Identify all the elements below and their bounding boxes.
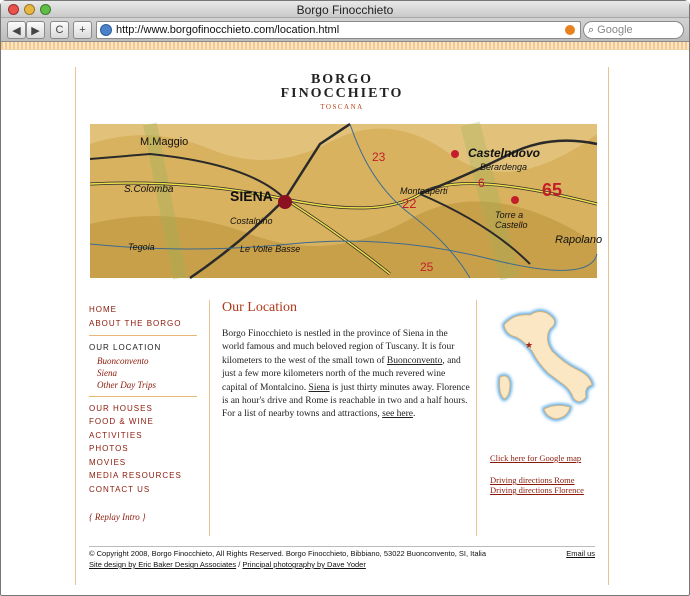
reload-button[interactable]: C [50, 21, 69, 39]
side-links [490, 453, 608, 495]
main-content [222, 300, 470, 422]
credits-row [89, 560, 595, 569]
map-label: M.Maggio [140, 136, 189, 148]
text-segment: , and just a few more kilometers north of the much revered wine capital of Montalcino. [222, 355, 461, 393]
see-here-link[interactable]: see here [382, 409, 414, 420]
search-field[interactable] [583, 21, 684, 39]
search-placeholder: Google [597, 24, 633, 36]
nav-sub-day-trips[interactable]: Other Day Trips [97, 379, 157, 390]
site-logo[interactable] [76, 73, 608, 111]
photography-link[interactable]: Principal photography by Dave Yoder [242, 560, 366, 569]
nav-houses[interactable]: OUR HOUSES [89, 403, 153, 413]
map-label: 25 [420, 260, 434, 274]
title-bar [1, 1, 689, 18]
nav-divider [89, 396, 197, 397]
map-label: Monteaperti [400, 186, 448, 196]
map-label: Rapolano [555, 234, 603, 246]
map-label: Castelnuovo [468, 146, 541, 160]
add-bookmark-button[interactable]: + [73, 21, 92, 39]
nav-our-location[interactable]: OUR LOCATION [89, 343, 162, 352]
forward-button[interactable]: ▶ [26, 21, 45, 39]
nav-sub-buonconvento[interactable]: Buonconvento [97, 355, 149, 366]
column-divider [209, 300, 210, 536]
logo-line-1: BORGO [310, 72, 374, 87]
directions-rome-link[interactable]: Driving directions Rome [490, 475, 575, 485]
nav-sub-siena[interactable]: Siena [97, 367, 117, 378]
map-label: Costalpino [230, 216, 273, 226]
window-title: Borgo Finocchieto [296, 3, 394, 17]
map-banner [90, 124, 603, 278]
logo-line-3: TOSCANA [320, 103, 364, 111]
italy-map-illustration [494, 303, 604, 433]
buonconvento-link[interactable]: Buonconvento [386, 355, 443, 366]
page-footer [89, 549, 595, 569]
text-segment: Borgo Finocchieto is nestled in the province of Siena in the world famous and much beloved region of Tuscany. It is four kilometers to the west of the small town of [222, 329, 455, 366]
page-frame [75, 67, 609, 585]
map-label: 65 [542, 180, 563, 200]
map-label: 22 [402, 196, 417, 211]
address-url: http://www.borgofinocchieto.com/location.html [116, 24, 340, 36]
nav-home[interactable]: HOME [89, 305, 117, 314]
map-label: S.Colomba [124, 184, 174, 195]
nav-food-wine[interactable]: FOOD & WINE [89, 417, 154, 426]
footer-row [89, 549, 595, 559]
nav-about[interactable]: ABOUT THE BORGO [89, 318, 182, 328]
map-label: Berardenga [480, 162, 528, 172]
siena-link[interactable]: Siena [308, 382, 330, 393]
sidebar-right [490, 303, 608, 495]
nav-activities[interactable]: ACTIVITIES [89, 430, 143, 440]
map-label: Torre a Castello [495, 210, 528, 230]
text-segment: is just thirty minutes away. Florence is an hour's drive and Rome is reachable in two and a half hours. For a list of nearby towns and attractions, [222, 382, 470, 420]
copyright-text: © Copyright 2008, Borgo Finocchieto, All Rights Reserved. Borgo Finocchieto, Bibbiano, 53022 Buonconvento, SI, Italia [89, 549, 487, 558]
logo-line-2: FINOCCHIETO [280, 86, 404, 101]
rss-icon[interactable] [565, 25, 575, 35]
footer-rule [89, 546, 595, 547]
site-design-link[interactable]: Site design by Eric Baker Design Associates [89, 560, 237, 569]
map-label: SIENA [230, 188, 273, 204]
nav-divider [89, 335, 197, 336]
back-button[interactable]: ◀ [7, 21, 26, 39]
map-label: Tegoia [128, 242, 155, 252]
nav-media[interactable]: MEDIA RESOURCES [89, 471, 182, 480]
nav-contact[interactable]: CONTACT US [89, 484, 151, 494]
browser-toolbar [1, 18, 689, 42]
decorative-stripe [1, 42, 689, 50]
search-icon: ⌕ [588, 23, 595, 36]
nav-movies[interactable]: MOVIES [89, 457, 127, 467]
globe-icon [100, 24, 112, 36]
svg-text:★: ★ [525, 341, 534, 351]
directions-florence-link[interactable]: Driving directions Florence [490, 485, 584, 495]
credits-separator: / [236, 560, 243, 569]
email-us-link[interactable]: Email us [566, 549, 595, 558]
page-title: Our Location [222, 300, 298, 315]
replay-intro-link[interactable]: { Replay Intro } [89, 512, 146, 522]
nav-photos[interactable]: PHOTOS [89, 444, 129, 453]
map-label: 23 [372, 150, 386, 164]
map-label: 6 [478, 176, 485, 190]
map-label: Le Volte Basse [240, 244, 301, 254]
location-paragraph [222, 328, 470, 422]
text-segment: . [413, 409, 416, 420]
address-bar[interactable] [96, 21, 581, 39]
column-divider [476, 300, 477, 536]
main-nav [89, 303, 199, 522]
google-map-link[interactable]: Click here for Google map [490, 453, 582, 463]
